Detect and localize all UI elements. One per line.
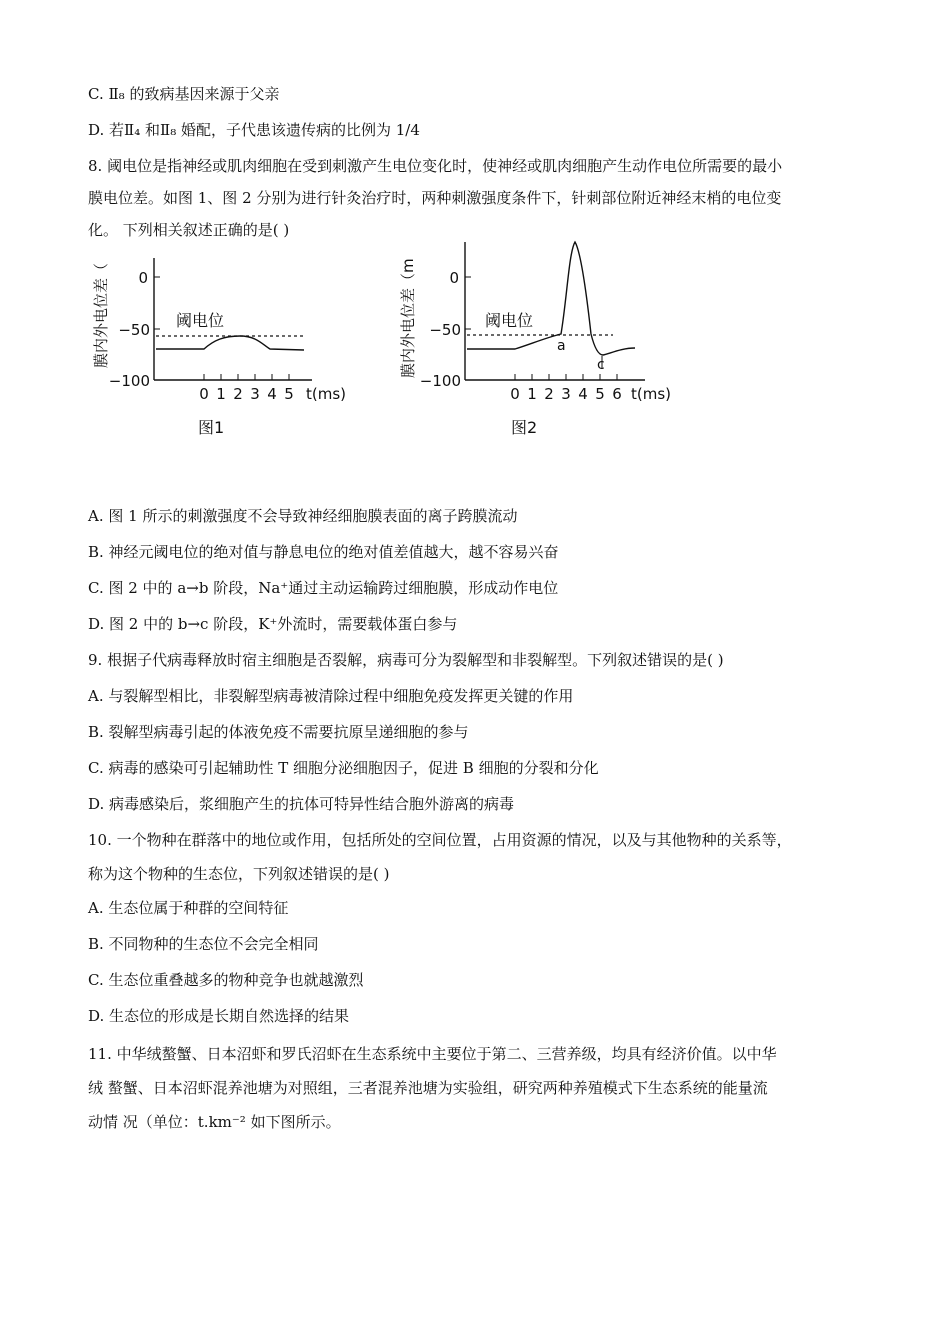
fig1-ylab-50: −50: [118, 321, 150, 339]
q10-stem-1: 10. 一个物种在群落中的地位或作用，包括所处的空间位置，占用资源的情况，以及与其他物种的关系等，: [88, 831, 792, 849]
fig1-caption: 图1: [198, 418, 225, 437]
figure-2-chart: [395, 238, 685, 440]
fig2-xlab-5: 5: [595, 385, 605, 403]
fig2-xlab-3: 3: [561, 385, 571, 403]
q8-stem-2: 膜电位差。如图 1、图 2 分别为进行针灸治疗时，两种刺激强度条件下，针刺部位附近神经末梢的电位变: [88, 189, 782, 207]
q9-option-d: D. 病毒感染后，浆细胞产生的抗体可特异性结合胞外游离的病毒: [88, 795, 515, 813]
q11-stem-2: 绒 螯蟹、日本沼虾混养池塘为对照组，三者混养池塘为实验组，研究两种养殖模式下生态系统的能量流: [88, 1079, 768, 1097]
fig2-xlab-4: 4: [578, 385, 588, 403]
fig2-xlab-2: 2: [544, 385, 554, 403]
q11-stem-1: 11. 中华绒螯蟹、日本沼虾和罗氏沼虾在生态系统中主要位于第二、三营养级，均具有经济价值。以中华: [88, 1045, 777, 1063]
q8-option-a: A. 图 1 所示的刺激强度不会导致神经细胞膜表面的离子跨膜流动: [88, 507, 518, 525]
fig1-xlab-5: 5: [284, 385, 294, 403]
q8-option-b: B. 神经元阈电位的绝对值与静息电位的绝对值差值越大，越不容易兴奋: [88, 543, 559, 561]
q10-option-a: A. 生态位属于种群的空间特征: [88, 899, 289, 917]
fig1-threshold-label: 阈电位: [176, 311, 225, 330]
fig1-potential-curve: [156, 336, 304, 350]
fig2-xlab-1: 1: [527, 385, 537, 403]
q9-option-c: C. 病毒的感染可引起辅助性 T 细胞分泌细胞因子，促进 B 细胞的分裂和分化: [88, 759, 599, 777]
fig2-xlab-0: 0: [510, 385, 520, 403]
q8-stem-1: 8. 阈电位是指神经或肌肉细胞在受到刺激产生电位变化时，使神经或肌肉细胞产生动作电位所需要的最小: [88, 157, 783, 175]
q8-stem-3: 化。 下列相关叙述正确的是( ): [88, 221, 290, 239]
q8-option-d: D. 图 2 中的 b→c 阶段，K⁺外流时，需要载体蛋白参与: [88, 615, 458, 633]
fig1-ylab-100: −100: [108, 372, 150, 390]
fig1-xunit: t(ms): [306, 385, 347, 403]
q11-stem-3: 动情 况（单位：t.km⁻² 如下图所示。: [88, 1113, 341, 1131]
q9-option-b: B. 裂解型病毒引起的体液免疫不需要抗原呈递细胞的参与: [88, 723, 469, 741]
q10-stem-2: 称为这个物种的生态位，下列叙述错误的是( ): [88, 865, 390, 883]
fig2-ylab-50: −50: [429, 321, 461, 339]
fig2-ylab-0: 0: [449, 269, 459, 287]
fig2-xlab-6: 6: [612, 385, 622, 403]
fig1-xlab-0: 0: [199, 385, 209, 403]
q10-option-d: D. 生态位的形成是长期自然选择的结果: [88, 1007, 350, 1025]
fig2-threshold-label: 阈电位: [485, 311, 534, 330]
fig1-xlab-3: 3: [250, 385, 260, 403]
q9-option-a: A. 与裂解型相比，非裂解型病毒被清除过程中细胞免疫发挥更关键的作用: [88, 687, 574, 705]
q10-option-c: C. 生态位重叠越多的物种竞争也就越激烈: [88, 971, 364, 989]
fig1-xlab-1: 1: [216, 385, 226, 403]
fig2-caption: 图2: [511, 418, 538, 437]
fig2-point-c: c: [597, 357, 605, 373]
fig2-point-a: a: [557, 338, 566, 354]
q8-option-c: C. 图 2 中的 a→b 阶段，Na⁺通过主动运输跨过细胞膜，形成动作电位: [88, 579, 559, 597]
option-c-prev: C. Ⅱ₈ 的致病基因来源于父亲: [88, 85, 280, 103]
q9-stem: 9. 根据子代病毒释放时宿主细胞是否裂解，病毒可分为裂解型和非裂解型。下列叙述错误的是( ): [88, 651, 724, 669]
fig2-xunit: t(ms): [631, 385, 672, 403]
fig2-action-potential-curve: [467, 242, 635, 355]
fig2-ylabel: 膜内外电位差（m: [399, 258, 417, 378]
fig1-xlab-4: 4: [267, 385, 277, 403]
fig1-ylab-0: 0: [138, 269, 148, 287]
fig1-xlab-2: 2: [233, 385, 243, 403]
figure-1-chart: [90, 240, 360, 440]
fig1-ylabel: 膜内外电位差（: [92, 262, 110, 368]
q10-option-b: B. 不同物种的生态位不会完全相同: [88, 935, 319, 953]
option-d-prev: D. 若Ⅱ₄ 和Ⅱ₈ 婚配，子代患该遗传病的比例为 1/4: [88, 121, 420, 139]
fig2-ylab-100: −100: [419, 372, 461, 390]
